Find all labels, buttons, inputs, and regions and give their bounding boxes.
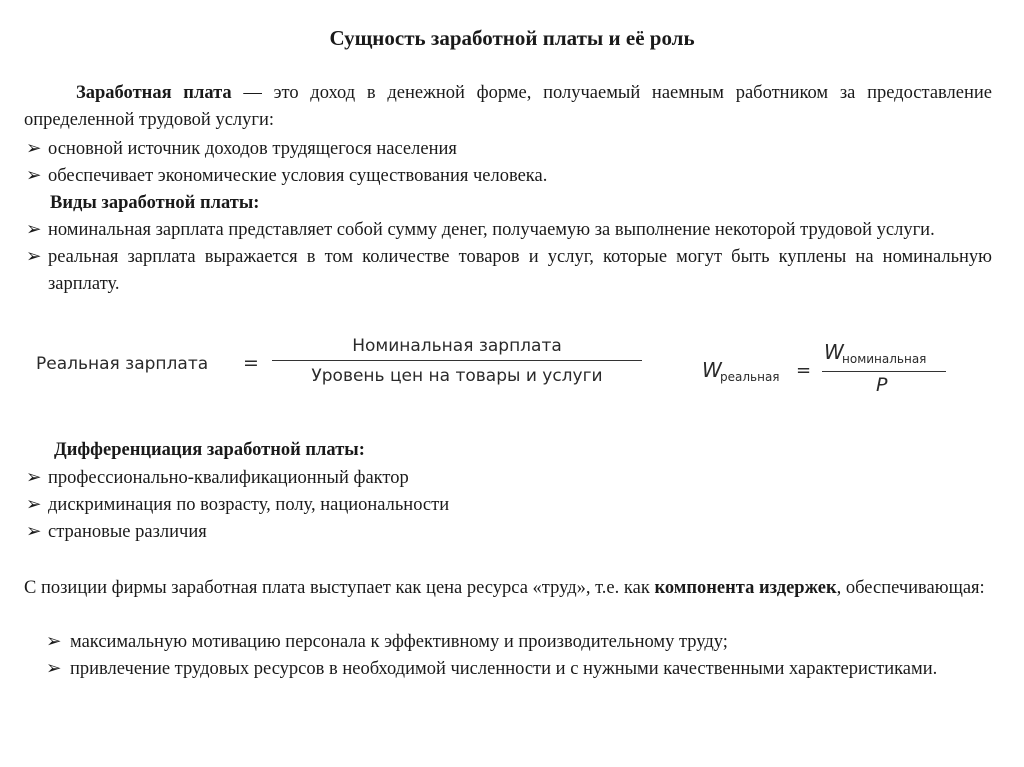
types-heading: Виды заработной платы: [50,193,260,213]
list-item: ➢ профессионально-квалификационный фактор [24,465,992,492]
formula-numerator-w: W [824,340,844,364]
definition-text: — это доход в денежной форме, получаемый наемным работником за предоставление определенной трудовой услуги: [24,83,992,130]
fraction-bar [272,360,642,361]
formula-numerator: Номинальная зарплата [352,336,562,356]
formula-w-subscript: реальная [720,370,780,384]
formula-equals: = [243,352,259,374]
slide-title: Сущность заработной платы и её роль [329,26,695,50]
list-item: ➢ реальная зарплата выражается в том количестве товаров и услуг, которые могут быть куплены на номинальную зарплату. [24,244,992,298]
firm-bold-term: компонента издержек [654,578,837,598]
definition-paragraph [24,80,992,134]
list-item: ➢ обеспечивает экономические условия существования человека. [24,163,992,190]
formula-label: Реальная зарплата [36,354,209,374]
list-item: ➢ основной источник доходов трудящегося населения [24,136,992,163]
firm-text-1: С позиции фирмы заработная плата выступает как цена ресурса «труд», т.е. как [24,578,655,598]
fraction-bar [822,371,946,372]
arrow-bullet-icon: ➢ [26,139,42,159]
diff-list [24,465,992,546]
formula-w: W [702,358,722,382]
arrow-bullet-icon: ➢ [26,468,42,488]
types-list [24,217,992,298]
list-item: ➢ страновые различия [24,519,992,546]
definition-list [24,136,992,190]
formula-equals: = [796,360,812,381]
types-heading-row [24,190,992,217]
arrow-bullet-icon: ➢ [26,166,42,186]
list-item: ➢ дискриминация по возрасту, полу, национальности [24,492,992,519]
diff-heading: Дифференциация заработной платы: [54,440,365,460]
arrow-bullet-icon: ➢ [26,220,42,240]
definition-term: Заработная плата [76,83,232,103]
formula-denominator: Уровень цен на товары и услуги [311,366,603,386]
arrow-bullet-icon: ➢ [26,522,42,542]
formula-denominator-p: P [876,374,888,396]
arrow-bullet-icon: ➢ [46,659,62,679]
formula-numerator-subscript: номинальная [842,352,927,366]
arrow-bullet-icon: ➢ [46,632,62,652]
firm-list [44,629,992,683]
list-item: ➢ номинальная зарплата представляет собой сумму денег, получаемую за выполнение некоторой трудовой услуги. [24,217,992,244]
list-item: ➢ максимальную мотивацию персонала к эффективному и производительному труду; [44,629,992,656]
arrow-bullet-icon: ➢ [26,247,42,267]
formula-symbolic [700,338,960,398]
arrow-bullet-icon: ➢ [26,495,42,515]
firm-paragraph [24,575,992,602]
list-item: ➢ привлечение трудовых ресурсов в необходимой численности и с нужными качественными характеристиками. [44,656,992,683]
firm-text-2: , обеспечивающая: [836,578,985,598]
